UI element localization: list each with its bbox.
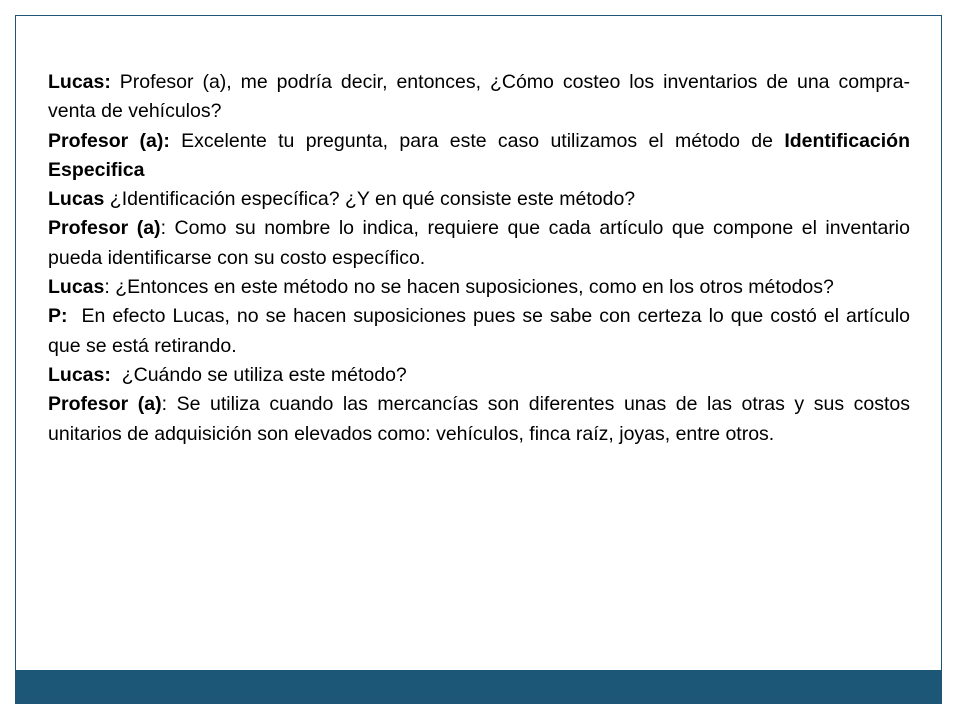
dialogue-line-5 <box>48 273 910 302</box>
method-name: Identificación Especifica <box>48 129 910 181</box>
dialogue-line-2 <box>48 127 910 186</box>
dialogue-line-6 <box>48 302 916 361</box>
line-text: : ¿Entonces en este método no se hacen suposiciones, como en los otros métodos? <box>104 276 834 299</box>
line-text: : Se utiliza cuando las mercancías son diferentes unas de las otras y sus costos unitarios de adquisición son elevados como: vehículos, finca raíz, joyas, entre otros. <box>48 393 910 445</box>
line-text: ¿Cuándo se utiliza este método? <box>110 363 407 386</box>
slide <box>15 15 942 704</box>
line-text: Profesor (a), me podría decir, entonces, ¿Cómo costeo los inventarios de una compra- venta de vehículos? <box>48 71 910 123</box>
speaker-label: Lucas <box>48 188 105 211</box>
dialogue-line-3 <box>48 185 910 214</box>
line-text: Excelente tu pregunta, para este caso utilizamos el método de <box>169 129 785 152</box>
speaker-label: Profesor (a): <box>48 129 170 152</box>
dialogue-line-8 <box>48 390 910 449</box>
speaker-label: Lucas: <box>48 71 111 93</box>
speaker-label: Lucas <box>48 276 105 299</box>
line-text: En efecto Lucas, no se hacen suposiciones pues se sabe con certeza lo que costó el artículo que se está retirando. <box>48 305 916 357</box>
speaker-label: Lucas: <box>48 363 111 386</box>
speaker-label: Profesor (a) <box>48 217 161 240</box>
footer-bar <box>16 670 941 703</box>
line-text: : Como su nombre lo indica, requiere que cada artículo que compone el inventario pueda identificarse con su costo específico. <box>48 217 910 269</box>
line-text: ¿Identificación específica? ¿Y en qué consiste este método? <box>104 188 636 211</box>
dialogue-text <box>48 68 916 449</box>
dialogue-line-4 <box>48 214 910 273</box>
dialogue-line-7 <box>48 361 910 390</box>
speaker-label: Profesor (a) <box>48 393 162 416</box>
dialogue-line-1 <box>48 68 910 127</box>
speaker-label: P: <box>48 305 68 328</box>
